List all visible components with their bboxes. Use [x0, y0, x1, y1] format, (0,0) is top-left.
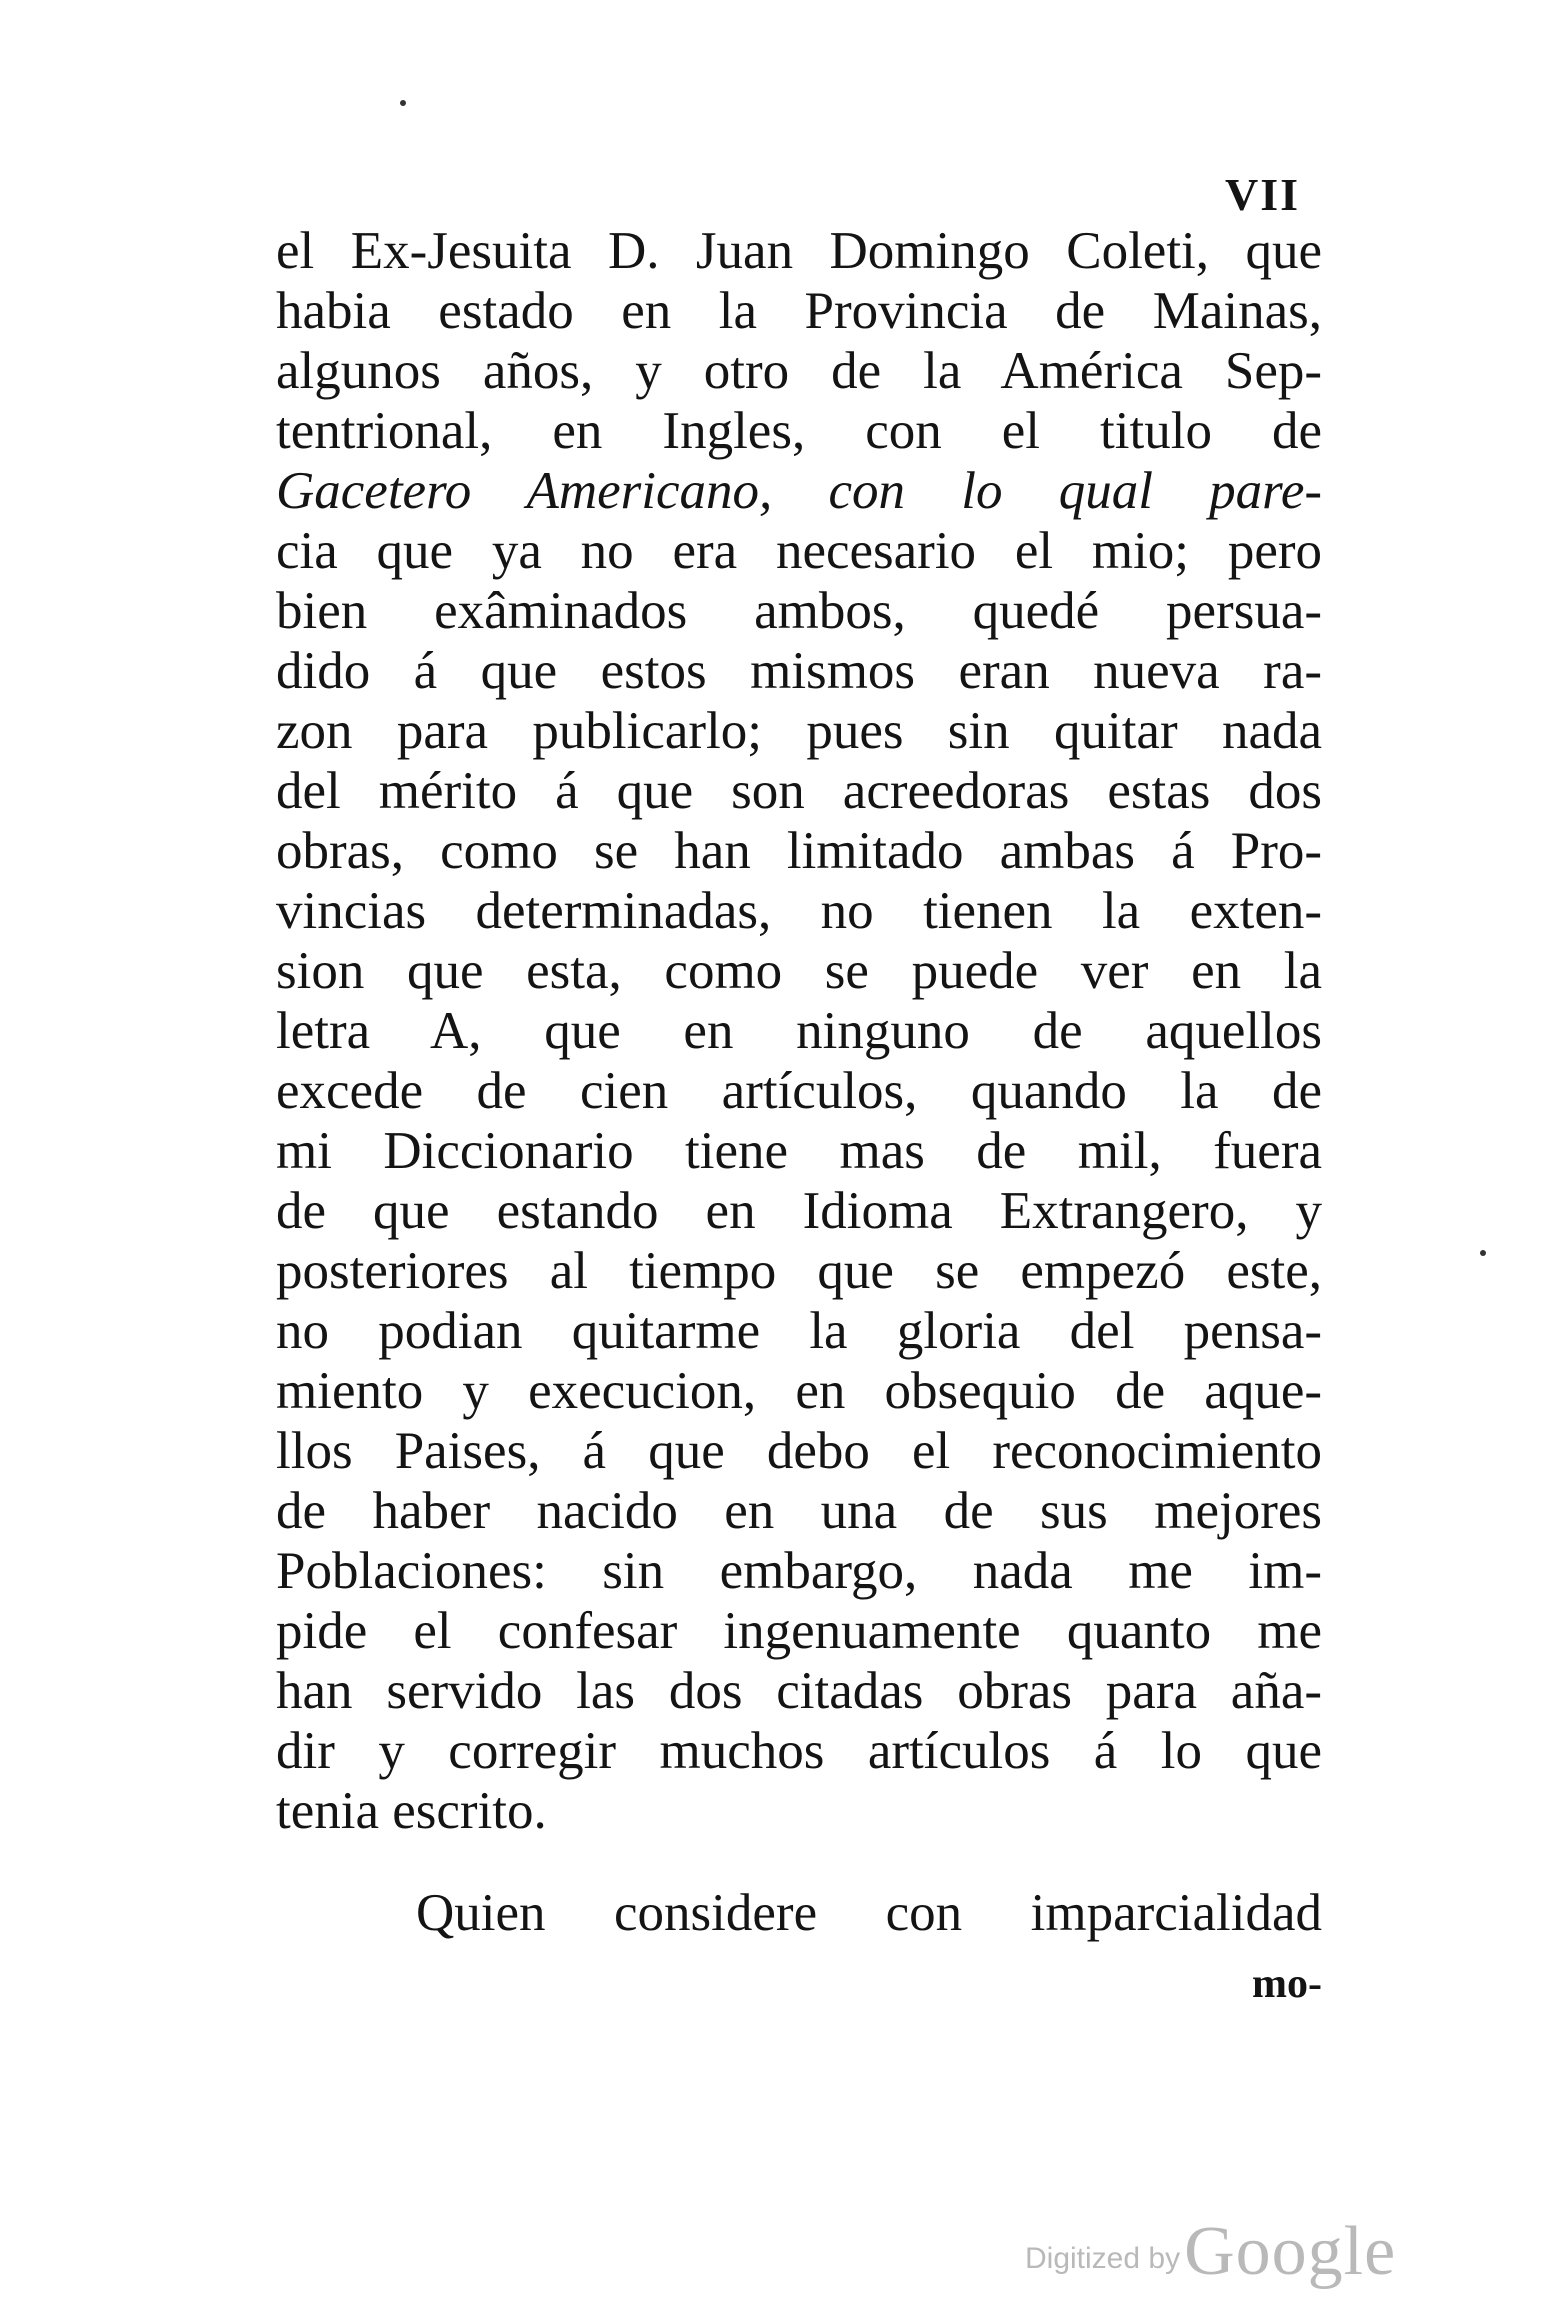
text-line: cia que ya no era necesario el mio; pero — [276, 522, 1322, 580]
text-line: excede de cien artículos, quando la de — [276, 1062, 1322, 1120]
text-line: llos Paises, á que debo el reconocimiento — [276, 1422, 1322, 1480]
text-line: zon para publicarlo; pues sin quitar nada — [276, 702, 1322, 760]
paper-speck — [1480, 1250, 1486, 1256]
text-line: algunos años, y otro de la América Sep- — [276, 342, 1322, 400]
text-line: dido á que estos mismos eran nueva ra- — [276, 642, 1322, 700]
text-line: tentrional, en Ingles, con el titulo de — [276, 402, 1322, 460]
text-line: miento y execucion, en obsequio de aque- — [276, 1362, 1322, 1420]
text-line: Gacetero Americano, con lo qual pare- — [276, 462, 1322, 520]
text-line: Poblaciones: sin embargo, nada me im- — [276, 1542, 1322, 1600]
text-line: letra A, que en ninguno de aquellos — [276, 1002, 1322, 1060]
text-line: vincias determinadas, no tienen la exten- — [276, 882, 1322, 940]
catchword: mo- — [1252, 1961, 1322, 2007]
text-line: obras, como se han limitado ambas á Pro- — [276, 822, 1322, 880]
text-line: no podian quitarme la gloria del pensa- — [276, 1302, 1322, 1360]
text-line: habia estado en la Provincia de Mainas, — [276, 282, 1322, 340]
text-line: el Ex-Jesuita D. Juan Domingo Coleti, que — [276, 222, 1322, 280]
watermark-brand: Google — [1184, 2213, 1397, 2290]
watermark-prefix: Digitized by — [1025, 2242, 1181, 2275]
text-line: tenia escrito. — [276, 1782, 547, 1840]
paragraph-start-line: Quien considere con imparcialidad — [416, 1884, 1322, 1942]
text-line: bien exâminados ambos, quedé persua- — [276, 582, 1322, 640]
text-line: posteriores al tiempo que se empezó este, — [276, 1242, 1322, 1300]
text-line: sion que esta, como se puede ver en la — [276, 942, 1322, 1000]
text-line: de haber nacido en una de sus mejores — [276, 1482, 1322, 1540]
text-line: dir y corregir muchos artículos á lo que — [276, 1722, 1322, 1780]
page-number: VII — [1224, 169, 1300, 220]
text-line: mi Diccionario tiene mas de mil, fuera — [276, 1122, 1322, 1180]
text-line: han servido las dos citadas obras para aña- — [276, 1662, 1322, 1720]
paper-speck — [400, 100, 406, 106]
text-line: del mérito á que son acreedoras estas dos — [276, 762, 1322, 820]
text-line: pide el confesar ingenuamente quanto me — [276, 1602, 1322, 1660]
text-line: de que estando en Idioma Extrangero, y — [276, 1182, 1322, 1240]
digitized-watermark — [1025, 2212, 1396, 2292]
